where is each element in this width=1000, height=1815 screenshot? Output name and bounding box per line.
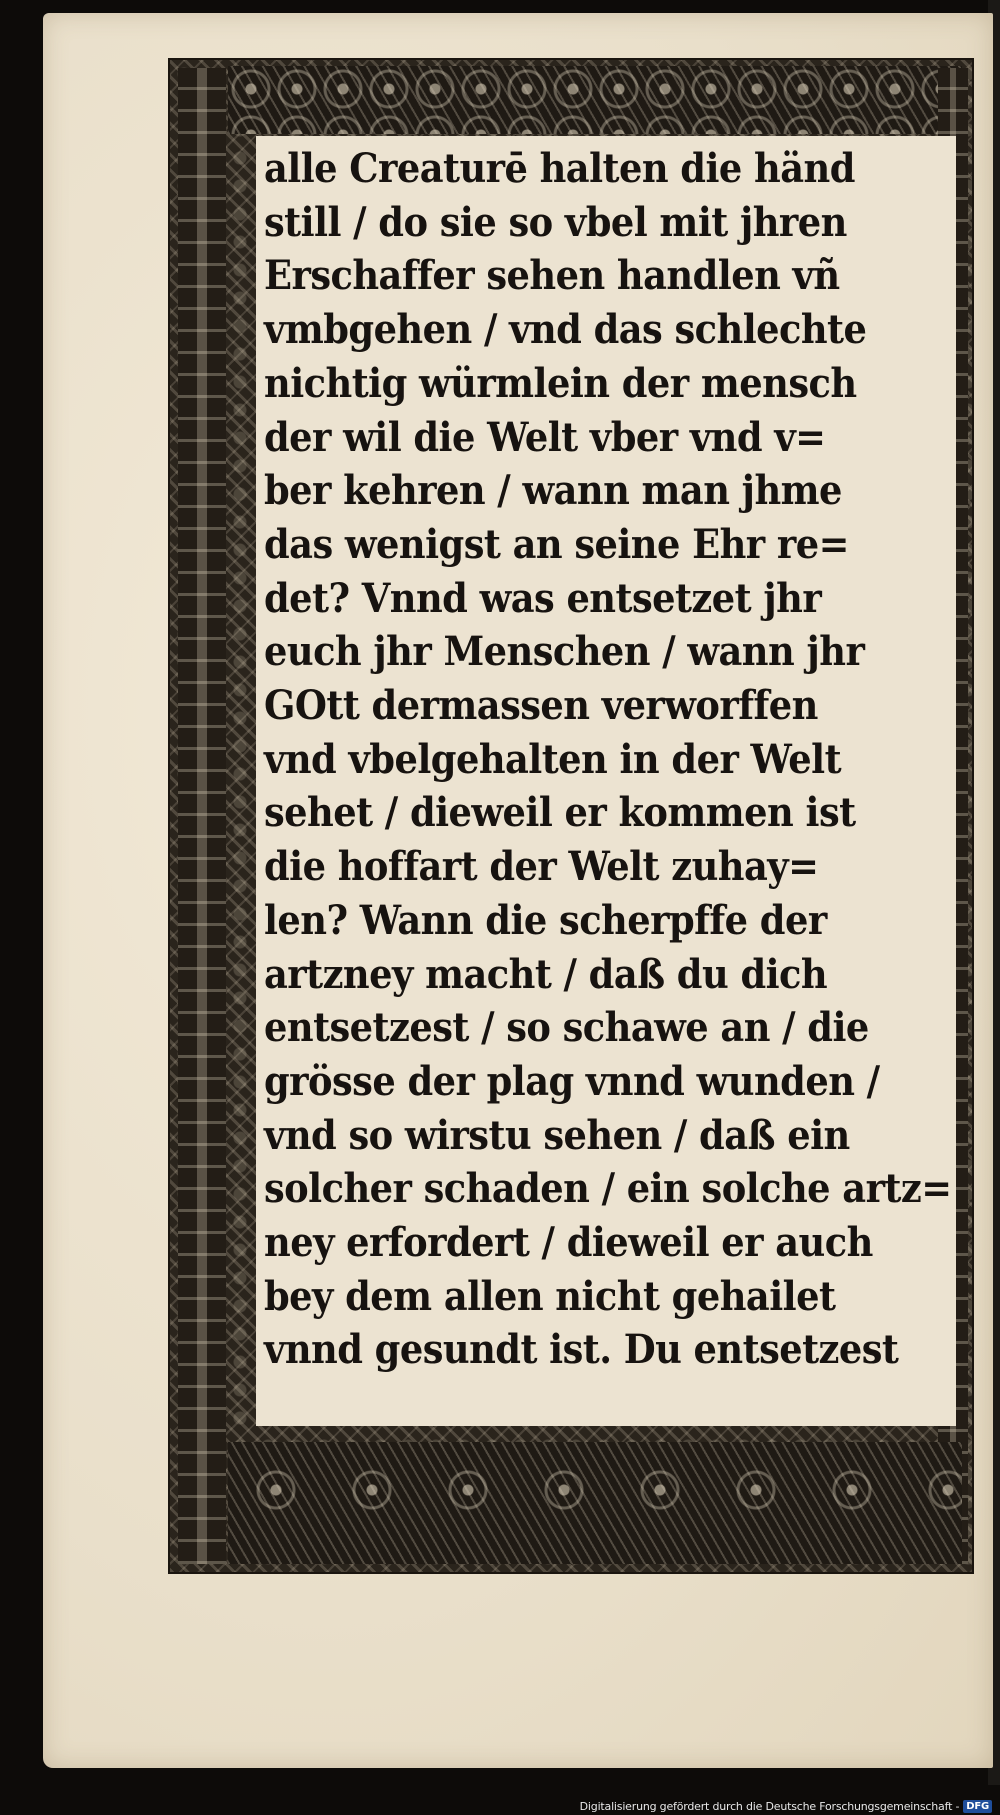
border-bottom-ornament	[228, 1442, 962, 1564]
text-line: artzney macht / daß du dich	[264, 950, 828, 998]
dfg-logo-icon: DFG	[963, 1800, 992, 1813]
text-line: entsetzest / so schawe an / die	[264, 1004, 869, 1052]
text-line: der wil die Welt vber vnd v=	[264, 413, 826, 461]
blackletter-text-block	[256, 136, 956, 1426]
text-line: GOtt dermassen verworffen	[264, 682, 818, 730]
text-line: det? Vnnd was entsetzet jhr	[264, 574, 822, 622]
text-line: vnnd gesundt ist. Du entsetzest	[264, 1326, 899, 1374]
text-line: len? Wann die scherpffe der	[264, 896, 827, 944]
text-line: grösse der plag vnnd wunden /	[264, 1057, 880, 1105]
text-line: vmbgehen / vnd das schlechte	[264, 306, 867, 354]
text-line: ney erfordert / dieweil er auch	[264, 1219, 873, 1267]
text-line: die hoffart der Welt zuhay=	[264, 843, 819, 891]
border-left-column	[178, 68, 226, 1564]
text-line: sehet / dieweil er kommen ist	[264, 789, 856, 837]
text-line: ber kehren / wann man jhme	[264, 467, 842, 515]
text-line: Erschaffer sehen handlen vñ	[264, 252, 840, 300]
text-line: solcher schaden / ein solche artz=	[264, 1165, 952, 1213]
text-line: euch jhr Menschen / wann jhr	[264, 628, 865, 676]
text-line: alle Creaturē halten die händ	[264, 145, 855, 192]
text-line: das wenigst an seine Ehr re=	[264, 520, 849, 568]
border-top-ornament	[228, 66, 962, 134]
footer-credit-text: Digitalisierung gefördert durch die Deutsche Forschungsgemeinschaft -	[579, 1800, 960, 1813]
text-line: still / do sie so vbel mit jhren	[264, 198, 847, 246]
text-line: vnd vbelgehalten in der Welt	[264, 735, 842, 783]
text-line: vnd so wirstu sehen / daß ein	[264, 1111, 850, 1159]
digitization-footer	[580, 1800, 992, 1813]
text-line: nichtig würmlein der mensch	[264, 359, 857, 407]
text-line: bey dem allen nicht gehailet	[264, 1272, 836, 1320]
